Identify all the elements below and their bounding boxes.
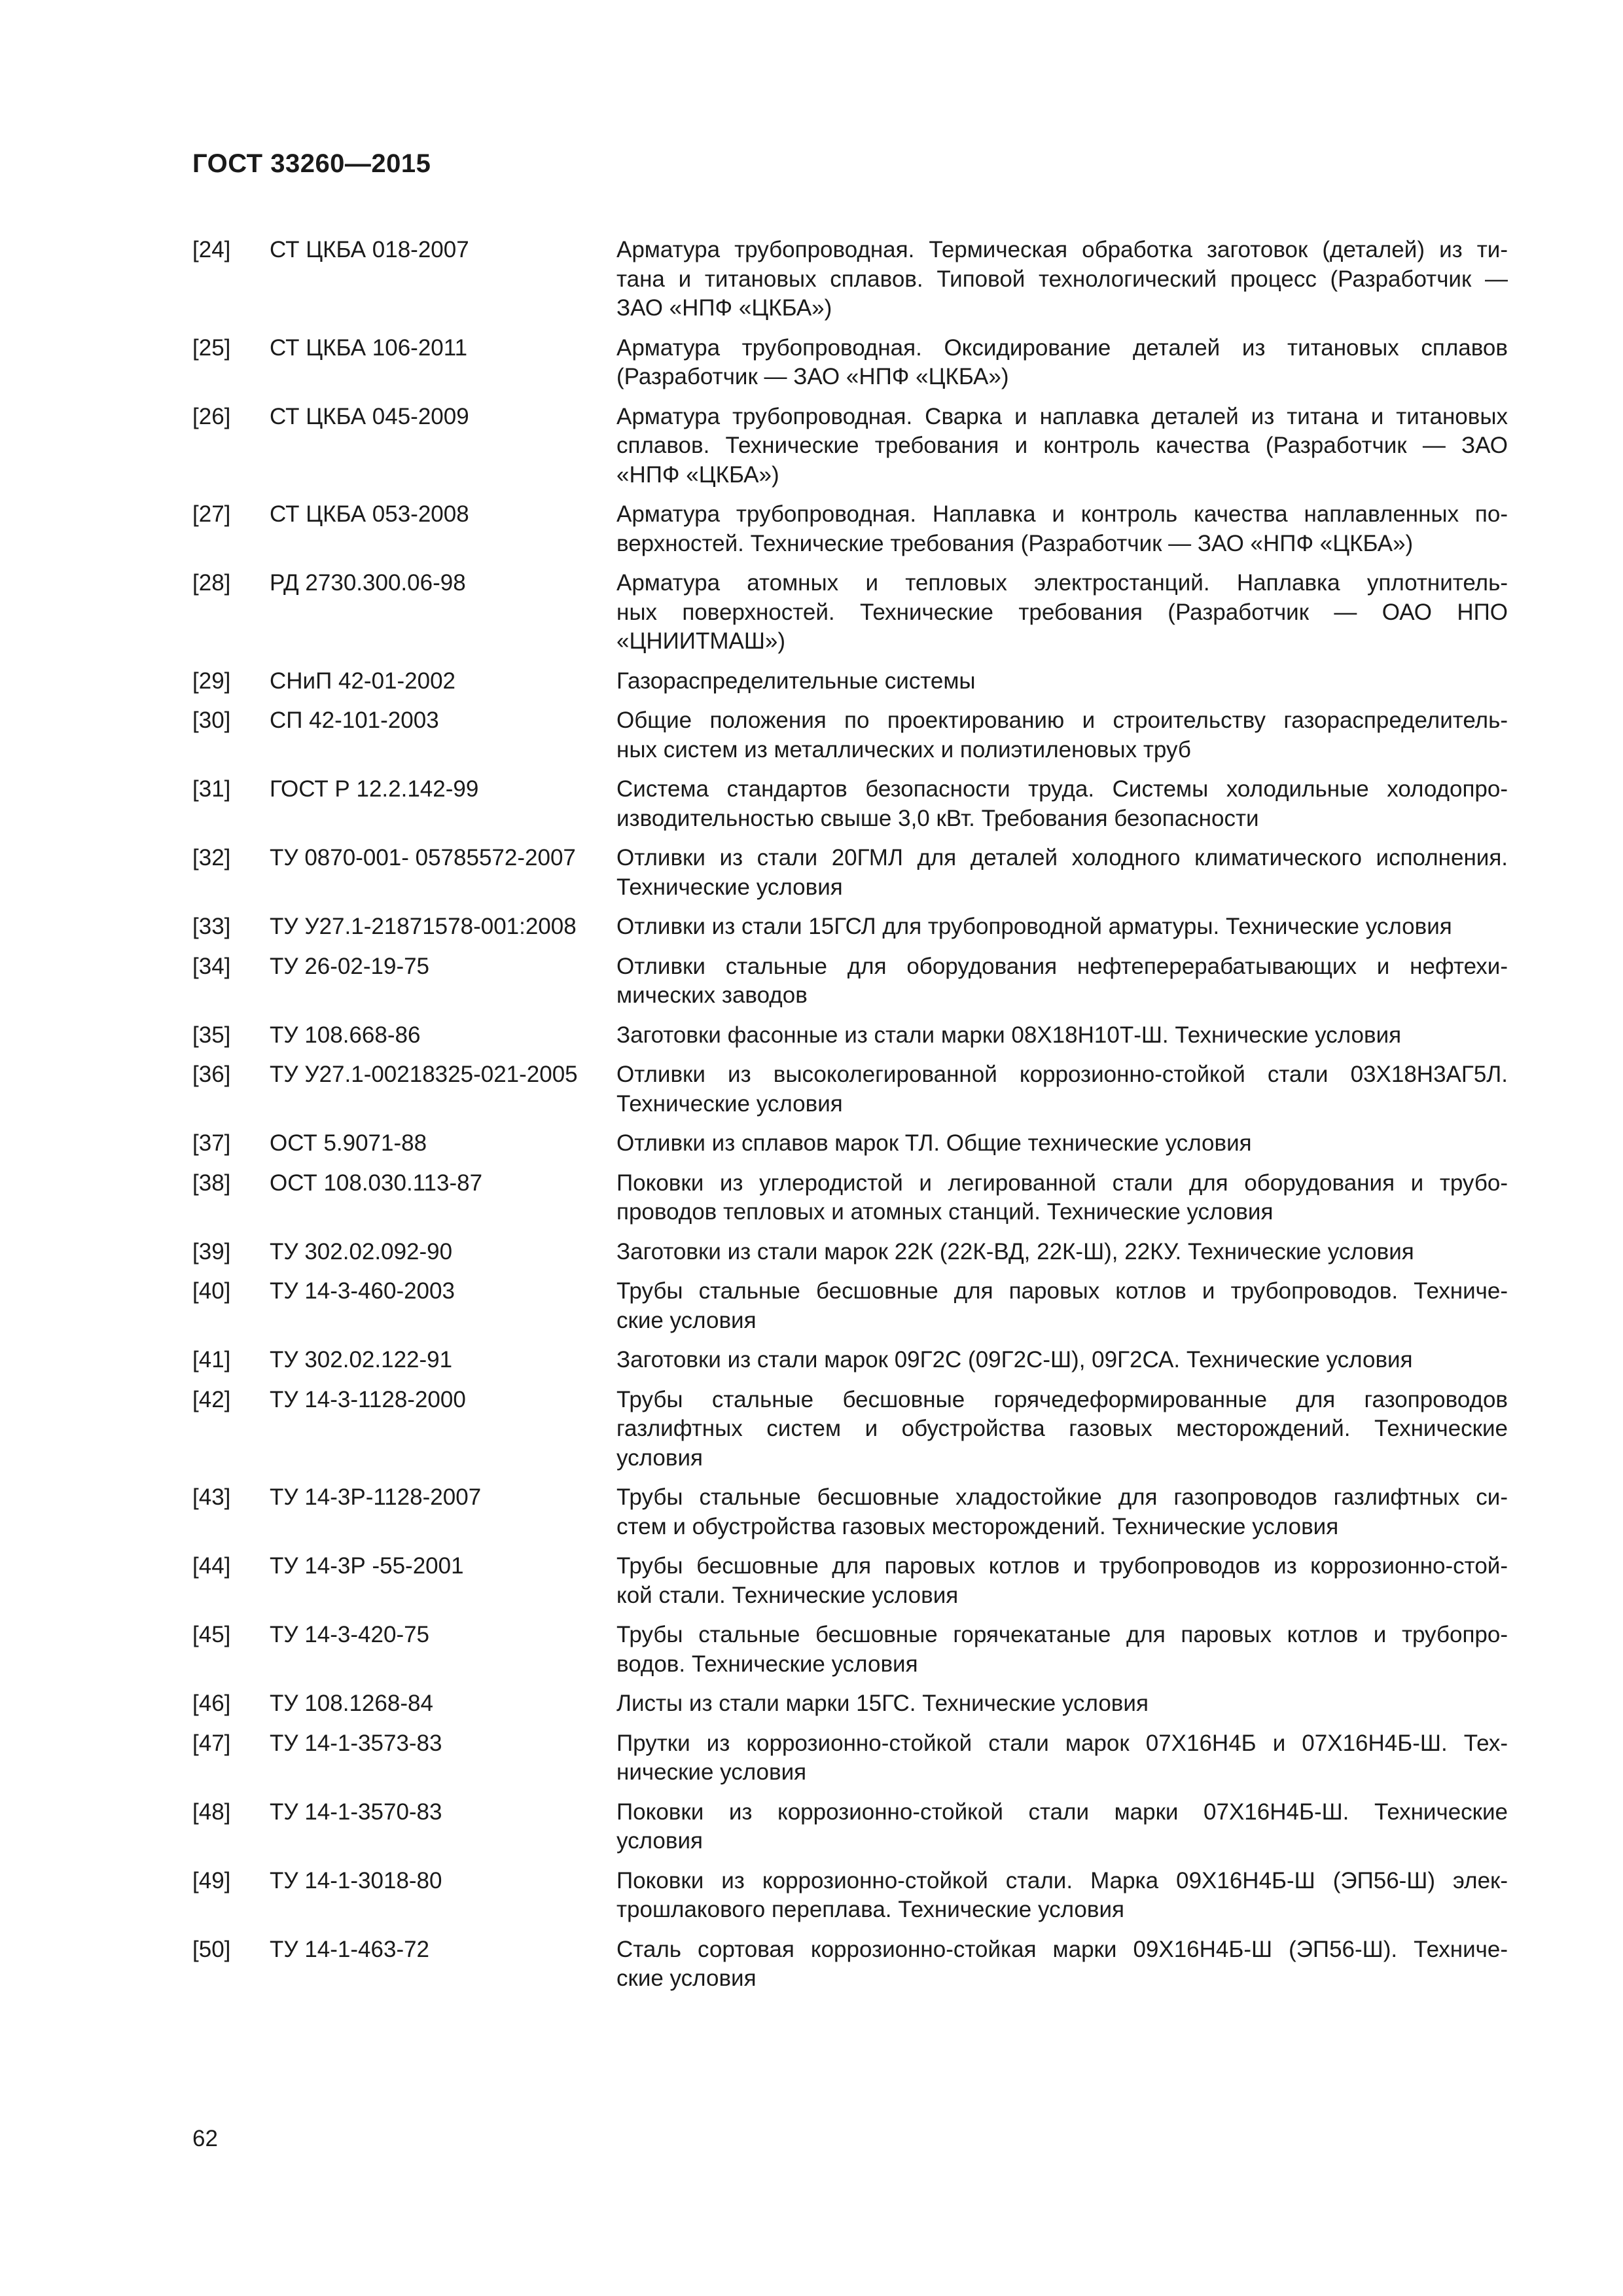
reference-title-line: Трубы бесшовные для паровых котлов и трубопроводов из коррозионно-стой-	[616, 1553, 1508, 1579]
reference-title-line: Отливки стальные для оборудования нефтеперерабатывающих и нефтехи-	[616, 953, 1508, 979]
reference-entry	[192, 1935, 1508, 1994]
reference-title-line: сплавов. Технические требования и контроль качества (Разработчик — ЗАО	[616, 433, 1508, 458]
reference-title-line: изводительностью свыше 3,0 кВт. Требования безопасности	[616, 805, 1259, 831]
reference-code: ТУ У27.1-00218325-021-2005	[270, 1062, 578, 1087]
reference-entry	[192, 1483, 1508, 1541]
reference-code: ТУ 14-1-3570-83	[270, 1799, 442, 1825]
reference-number: [33]	[192, 914, 231, 939]
reference-number: [31]	[192, 776, 231, 802]
reference-title-line: Отливки из стали 15ГСЛ для трубопроводной арматуры. Технические условия	[616, 914, 1452, 939]
reference-title	[616, 334, 1508, 392]
reference-entry	[192, 1729, 1508, 1787]
reference-number: [41]	[192, 1347, 231, 1372]
reference-title-line: нические условия	[616, 1759, 807, 1785]
reference-number: [46]	[192, 1691, 231, 1716]
reference-title-line: стем и обустройства газовых месторождений. Технические условия	[616, 1513, 1339, 1539]
reference-number: [29]	[192, 668, 231, 694]
reference-number: [50]	[192, 1936, 231, 1962]
reference-title	[616, 1935, 1508, 1994]
reference-number: [24]	[192, 237, 231, 262]
reference-entry	[192, 667, 1508, 696]
reference-number: [35]	[192, 1022, 231, 1048]
reference-title-line: Заготовки фасонные из стали марки 08Х18Н10Т-Ш. Технические условия	[616, 1022, 1402, 1048]
reference-number: [37]	[192, 1130, 231, 1156]
reference-title-line: ЗАО «НПФ «ЦКБА»)	[616, 295, 832, 321]
reference-code: ТУ 14-1-463-72	[270, 1936, 430, 1962]
reference-entry	[192, 1021, 1508, 1050]
reference-code: ТУ 14-3-1128-2000	[270, 1386, 466, 1412]
reference-title-line: Система стандартов безопасности труда. Системы холодильные холодопро-	[616, 776, 1508, 802]
reference-code: РД 2730.300.06-98	[270, 570, 466, 596]
reference-code: ТУ 14-3Р -55-2001	[270, 1553, 464, 1579]
reference-title-line: верхностей. Технические требования (Разработчик — ЗАО «НПФ «ЦКБА»)	[616, 530, 1414, 556]
reference-entry	[192, 1798, 1508, 1856]
reference-title	[616, 1729, 1508, 1787]
reference-number: [26]	[192, 403, 231, 429]
reference-title-line: условия	[616, 1444, 703, 1471]
reference-code: ТУ 0870-001- 05785572-2007	[270, 845, 576, 870]
reference-entry	[192, 952, 1508, 1011]
reference-title-line: «ЦНИИТМАШ»)	[616, 628, 786, 654]
reference-title	[616, 775, 1508, 833]
reference-number: [38]	[192, 1170, 231, 1196]
reference-title	[616, 1386, 1508, 1473]
reference-title	[616, 1021, 1508, 1050]
reference-title	[616, 1129, 1508, 1158]
reference-title-line: Трубы стальные бесшовные хладостойкие для газопроводов газлифтных си-	[616, 1484, 1508, 1510]
reference-title-line: Технические условия	[616, 1090, 843, 1117]
reference-title	[616, 1552, 1508, 1610]
reference-code: ОСТ 108.030.113-87	[270, 1170, 483, 1196]
reference-title-line: Заготовки из стали марок 09Г2С (09Г2С-Ш), 09Г2СА. Технические условия	[616, 1347, 1413, 1372]
reference-title	[616, 1346, 1508, 1375]
reference-title-line: ных поверхностей. Технические требования (Разработчик — ОАО НПО	[616, 599, 1508, 625]
reference-code: ТУ 14-3-460-2003	[270, 1278, 455, 1304]
reference-title	[616, 569, 1508, 656]
reference-title-line: тана и титановых сплавов. Типовой технологический процесс (Разработчик —	[616, 266, 1508, 292]
reference-title-line: ных систем из металлических и полиэтиленовых труб	[616, 736, 1191, 762]
reference-code: ОСТ 5.9071-88	[270, 1130, 427, 1156]
reference-title-line: водов. Технические условия	[616, 1651, 918, 1677]
reference-title-line: Газораспределительные системы	[616, 668, 976, 694]
reference-number: [27]	[192, 501, 231, 527]
reference-title	[616, 706, 1508, 764]
reference-title	[616, 1621, 1508, 1679]
reference-title	[616, 952, 1508, 1011]
reference-title-line: Листы из стали марки 15ГС. Технические условия	[616, 1691, 1149, 1716]
reference-entry	[192, 706, 1508, 764]
reference-title-line: Сталь сортовая коррозионно-стойкая марки 09Х16Н4Б-Ш (ЭП56-Ш). Техниче-	[616, 1936, 1508, 1962]
reference-title-line: мических заводов	[616, 982, 808, 1008]
reference-entry	[192, 1129, 1508, 1158]
reference-title-line: проводов тепловых и атомных станций. Технические условия	[616, 1199, 1274, 1225]
reference-number: [47]	[192, 1730, 231, 1756]
reference-entry	[192, 334, 1508, 392]
reference-entry	[192, 569, 1508, 656]
reference-title-line: Отливки из стали 20ГМЛ для деталей холодного климатического исполнения.	[616, 845, 1508, 870]
reference-title-line: Поковки из коррозионно-стойкой стали. Марка 09Х16Н4Б-Ш (ЭП56-Ш) элек-	[616, 1867, 1508, 1893]
standard-header: ГОСТ 33260—2015	[192, 149, 431, 178]
reference-code: СТ ЦКБА 018-2007	[270, 237, 469, 262]
reference-entry	[192, 236, 1508, 323]
reference-title-line: ские условия	[616, 1965, 757, 1991]
reference-entry	[192, 500, 1508, 558]
reference-title-line: Прутки из коррозионно-стойкой стали марок 07Х16Н4Б и 07Х16Н4Б-Ш. Тех-	[616, 1730, 1508, 1756]
reference-title	[616, 1060, 1508, 1119]
reference-title-line: (Разработчик — ЗАО «НПФ «ЦКБА»)	[616, 364, 1009, 389]
reference-code: СТ ЦКБА 106-2011	[270, 334, 468, 361]
reference-title	[616, 1867, 1508, 1925]
reference-code: ТУ 26-02-19-75	[270, 953, 430, 979]
reference-code: ТУ 108.668-86	[270, 1022, 421, 1048]
reference-title-line: Трубы стальные бесшовные для паровых котлов и трубопроводов. Техниче-	[616, 1278, 1508, 1304]
reference-title-line: кой стали. Технические условия	[616, 1582, 959, 1608]
reference-entry	[192, 1060, 1508, 1119]
reference-entry	[192, 1386, 1508, 1473]
reference-title-line: Трубы стальные бесшовные горячекатаные для паровых котлов и трубопро-	[616, 1622, 1508, 1647]
reference-entry	[192, 1867, 1508, 1925]
reference-entry	[192, 1277, 1508, 1335]
page-number: 62	[192, 2126, 218, 2151]
reference-title-line: трошлакового переплава. Технические условия	[616, 1897, 1124, 1922]
reference-title	[616, 403, 1508, 490]
reference-title-line: Общие положения по проектированию и строительству газораспределитель-	[616, 708, 1508, 733]
reference-title-line: Поковки из углеродистой и легированной стали для оборудования и трубо-	[616, 1170, 1508, 1196]
reference-title-line: Трубы стальные бесшовные горячедеформированные для газопроводов	[616, 1386, 1508, 1412]
reference-number: [48]	[192, 1799, 231, 1825]
reference-number: [49]	[192, 1867, 231, 1893]
reference-entry	[192, 1238, 1508, 1267]
reference-title-line: Поковки из коррозионно-стойкой стали марки 07Х16Н4Б-Ш. Технические	[616, 1799, 1508, 1825]
reference-title	[616, 236, 1508, 323]
reference-number: [36]	[192, 1062, 231, 1087]
reference-title-line: Арматура трубопроводная. Наплавка и контроль качества наплавленных по-	[616, 501, 1508, 527]
reference-title-line: Отливки из сплавов марок ТЛ. Общие технические условия	[616, 1130, 1252, 1156]
reference-number: [28]	[192, 570, 231, 596]
reference-entry	[192, 912, 1508, 942]
reference-code: СНиП 42-01-2002	[270, 668, 456, 694]
reference-number: [32]	[192, 845, 231, 870]
reference-code: СТ ЦКБА 045-2009	[270, 403, 469, 429]
reference-title-line: Арматура трубопроводная. Оксидирование деталей из титановых сплавов	[616, 334, 1508, 361]
reference-entry	[192, 1346, 1508, 1375]
reference-title-line: Технические условия	[616, 874, 843, 900]
reference-title	[616, 844, 1508, 902]
reference-title	[616, 667, 1508, 696]
reference-number: [43]	[192, 1484, 231, 1510]
reference-list	[192, 236, 1508, 1994]
reference-title-line: Арматура трубопроводная. Термическая обработка заготовок (деталей) из ти-	[616, 237, 1508, 262]
reference-title	[616, 500, 1508, 558]
reference-title-line: Арматура атомных и тепловых электростанций. Наплавка уплотнитель-	[616, 570, 1508, 596]
reference-number: [30]	[192, 708, 231, 733]
reference-code: ТУ 14-3Р-1128-2007	[270, 1484, 482, 1510]
reference-number: [39]	[192, 1238, 231, 1265]
reference-code: ТУ 302.02.092-90	[270, 1238, 453, 1265]
reference-entry	[192, 775, 1508, 833]
reference-number: [42]	[192, 1386, 231, 1412]
reference-code: ТУ 14-1-3573-83	[270, 1730, 442, 1756]
reference-code: ТУ У27.1-21871578-001:2008	[270, 914, 577, 939]
reference-title-line: ские условия	[616, 1307, 757, 1333]
reference-code: СТ ЦКБА 053-2008	[270, 501, 469, 527]
reference-number: [25]	[192, 334, 231, 361]
reference-entry	[192, 1552, 1508, 1610]
reference-title	[616, 1277, 1508, 1335]
reference-title-line: «НПФ «ЦКБА»)	[616, 461, 779, 488]
reference-title	[616, 1169, 1508, 1227]
reference-code: ГОСТ Р 12.2.142-99	[270, 776, 479, 802]
reference-title-line: Заготовки из стали марок 22К (22К-ВД, 22К-Ш), 22КУ. Технические условия	[616, 1238, 1414, 1265]
reference-title-line: Отливки из высоколегированной коррозионно-стойкой стали 03Х18Н3АГ5Л.	[616, 1062, 1508, 1087]
reference-number: [34]	[192, 953, 231, 979]
reference-entry	[192, 403, 1508, 490]
reference-code: СП 42-101-2003	[270, 708, 439, 733]
reference-title	[616, 1798, 1508, 1856]
reference-code: ТУ 108.1268-84	[270, 1691, 433, 1716]
reference-code: ТУ 14-3-420-75	[270, 1622, 430, 1647]
reference-number: [45]	[192, 1622, 231, 1647]
reference-entry	[192, 1621, 1508, 1679]
reference-number: [44]	[192, 1553, 231, 1579]
reference-title	[616, 1483, 1508, 1541]
reference-title-line: Арматура трубопроводная. Сварка и наплавка деталей из титана и титановых	[616, 403, 1508, 429]
reference-title-line: газлифтных систем и обустройства газовых месторождений. Технические	[616, 1416, 1508, 1441]
reference-title-line: условия	[616, 1828, 703, 1854]
reference-entry	[192, 844, 1508, 902]
reference-title	[616, 1689, 1508, 1719]
reference-entry	[192, 1169, 1508, 1227]
reference-number: [40]	[192, 1278, 231, 1304]
reference-code: ТУ 14-1-3018-80	[270, 1867, 442, 1893]
reference-entry	[192, 1689, 1508, 1719]
reference-title	[616, 1238, 1508, 1267]
reference-title	[616, 912, 1508, 942]
reference-code: ТУ 302.02.122-91	[270, 1347, 453, 1372]
